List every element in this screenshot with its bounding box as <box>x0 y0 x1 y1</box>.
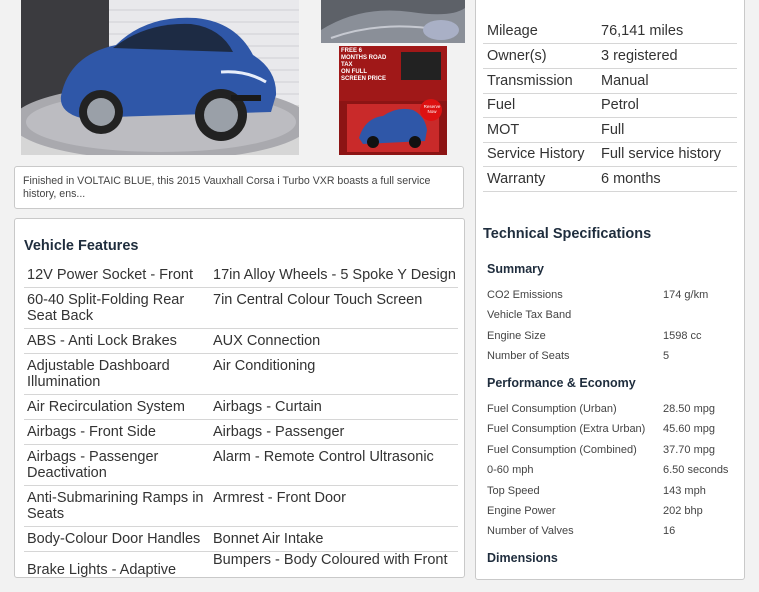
description-text: Finished in VOLTAIC BLUE, this 2015 Vauxhall Corsa i Turbo VXR boasts a full service history, ens... <box>23 175 431 200</box>
spec-row <box>487 421 737 439</box>
spec-label: CO2 Emissions <box>487 289 563 301</box>
detail-row-fuel <box>483 93 737 118</box>
spec-value: 174 g/km <box>663 289 709 301</box>
detail-label: MOT <box>487 122 520 138</box>
feature-row <box>24 288 458 329</box>
spec-label: Number of Valves <box>487 525 574 537</box>
spec-value: 143 mph <box>663 485 706 497</box>
promo-line-4: ON FULL <box>341 69 367 75</box>
promo-line-5: SCREEN PRICE <box>341 76 387 82</box>
feature-right: Bonnet Air Intake <box>213 531 324 547</box>
interior-image <box>321 0 465 43</box>
feature-row <box>24 354 458 395</box>
detail-row-owners <box>483 44 737 69</box>
spec-value: 1598 cc <box>663 330 702 342</box>
spec-row <box>487 503 737 521</box>
spec-value: 16 <box>663 525 676 537</box>
main-car-photo[interactable] <box>21 0 299 155</box>
promo-line-2: MONTHS ROAD <box>341 55 387 61</box>
feature-row <box>24 395 458 420</box>
spec-label: Engine Power <box>487 505 556 517</box>
technical-specifications-title: Technical Specifications <box>483 226 652 242</box>
feature-right: Airbags - Curtain <box>213 399 322 415</box>
vehicle-details-title <box>483 0 585 1</box>
spec-value: 28.50 mpg <box>663 403 715 415</box>
performance-heading: Performance & Economy <box>487 376 636 390</box>
feature-left: Body-Colour Door Handles <box>27 531 201 547</box>
promo-line-3: TAX <box>341 62 353 68</box>
feature-right: Air Conditioning <box>213 358 316 374</box>
feature-row <box>24 445 458 486</box>
detail-row-transmission <box>483 69 737 94</box>
detail-row-warranty <box>483 167 737 192</box>
feature-right: Alarm - Remote Control Ultrasonic <box>213 449 434 465</box>
reserve-now-badge: Reserve Now <box>423 104 441 114</box>
feature-row <box>24 420 458 445</box>
detail-label: Service History <box>487 146 585 162</box>
promo-line-1: FREE 6 <box>341 48 363 54</box>
spec-label: Vehicle Tax Band <box>487 309 572 321</box>
summary-heading: Summary <box>487 262 544 276</box>
detail-value: Petrol <box>601 97 639 113</box>
spec-label: 0-60 mph <box>487 464 534 476</box>
detail-label: Fuel <box>487 97 516 113</box>
description-box <box>14 166 464 209</box>
feature-left: 60-40 Split-Folding Rear Seat Back <box>27 292 185 324</box>
spec-label: Fuel Consumption (Extra Urban) <box>487 423 646 435</box>
spec-row <box>487 287 737 305</box>
detail-label: Warranty <box>487 171 546 187</box>
spec-row <box>487 348 737 366</box>
feature-left: Airbags - Passenger Deactivation <box>27 449 159 481</box>
feature-right: Bumpers - Body Coloured with Front <box>213 552 448 568</box>
detail-value: Manual <box>601 73 649 89</box>
detail-row-mileage <box>483 19 737 44</box>
spec-row <box>487 401 737 419</box>
spec-value: 202 bhp <box>663 505 703 517</box>
spec-row <box>487 462 737 480</box>
detail-label: Mileage <box>487 23 538 39</box>
vehicle-features-panel <box>14 218 465 578</box>
spec-row <box>487 442 737 460</box>
spec-row <box>487 307 737 325</box>
feature-right: Armrest - Front Door <box>213 490 346 506</box>
feature-right: AUX Connection <box>213 333 321 349</box>
spec-label: Fuel Consumption (Urban) <box>487 403 617 415</box>
vehicle-details-panel <box>475 0 745 580</box>
feature-left: Adjustable Dashboard Illumination <box>27 358 170 390</box>
feature-row <box>24 552 458 592</box>
feature-row <box>24 486 458 527</box>
spec-value: 6.50 seconds <box>663 464 729 476</box>
detail-value: 76,141 miles <box>601 23 684 39</box>
feature-right: Airbags - Passenger <box>213 424 345 440</box>
detail-label: Transmission <box>487 73 573 89</box>
feature-right: 7in Central Colour Touch Screen <box>213 292 423 308</box>
feature-left: Anti-Submarining Ramps in Seats <box>27 490 204 522</box>
spec-value: 5 <box>663 350 670 362</box>
spec-row <box>487 523 737 541</box>
car-image <box>21 0 299 155</box>
feature-row <box>24 329 458 354</box>
feature-left: Airbags - Front Side <box>27 424 156 440</box>
feature-left: Air Recirculation System <box>27 399 185 415</box>
feature-right: 17in Alloy Wheels - 5 Spoke Y Design <box>213 267 456 283</box>
spec-label: Number of Seats <box>487 350 570 362</box>
promo-text <box>341 48 401 83</box>
spec-row <box>487 483 737 501</box>
detail-row-mot <box>483 118 737 143</box>
detail-value: 6 months <box>601 171 661 187</box>
spec-value: 37.70 mpg <box>663 444 715 456</box>
spec-label: Fuel Consumption (Combined) <box>487 444 637 456</box>
spec-value: 45.60 mpg <box>663 423 715 435</box>
detail-label: Owner(s) <box>487 48 547 64</box>
feature-row <box>24 263 458 288</box>
detail-value: Full service history <box>601 146 722 162</box>
feature-left: 12V Power Socket - Front <box>27 267 194 283</box>
spec-label: Top Speed <box>487 485 540 497</box>
detail-value: 3 registered <box>601 48 678 64</box>
thumbnail-promo[interactable] <box>339 46 447 155</box>
dimensions-heading: Dimensions <box>487 551 558 565</box>
thumbnail-interior[interactable] <box>321 0 465 43</box>
feature-left: ABS - Anti Lock Brakes <box>27 333 177 349</box>
feature-left: Brake Lights - Adaptive <box>27 562 177 578</box>
spec-row <box>487 328 737 346</box>
vehicle-features-title: Vehicle Features <box>24 238 139 254</box>
spec-label: Engine Size <box>487 330 546 342</box>
detail-row-service-history <box>483 142 737 167</box>
feature-row <box>24 527 458 552</box>
detail-value: Full <box>601 122 625 138</box>
